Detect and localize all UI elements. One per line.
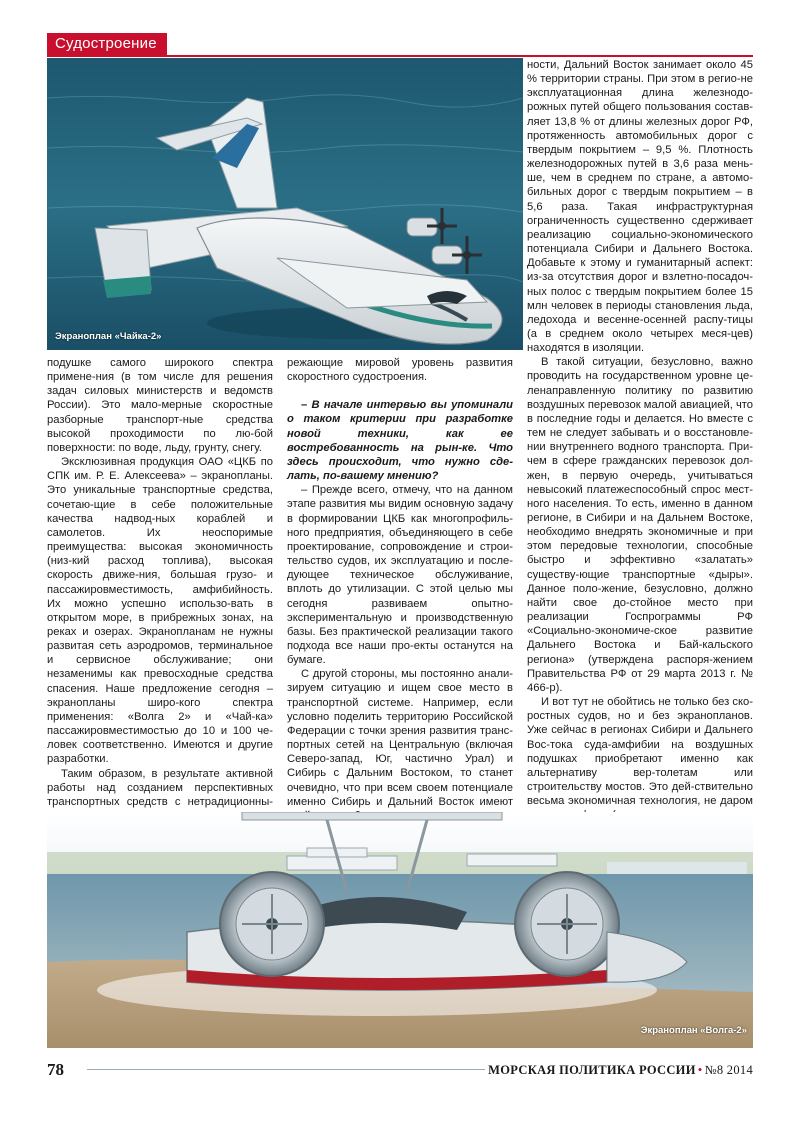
paragraph: Таким образом, в результате активной работы над созданием перспективных транспортных средств с нетрадиционны- [47, 767, 273, 808]
section-header [47, 31, 753, 57]
page-number: 78 [47, 1060, 64, 1079]
bullet-icon: • [697, 1062, 703, 1077]
magazine-title [488, 1058, 753, 1082]
issue-number: №8 2014 [704, 1063, 753, 1077]
paragraph: С другой стороны, мы постоянно анали-зируем ситуацию и ищем свое место в транспортной системе. Например, если условно поделить территорию Российской Федерации с точки зрения развития транс-портных сетей на Центральную (включая Северо-запад, Юг, частично Урал) и Сибирь с Дальним Востоком, то станет очевидно, что при всем своем потенциале именно Сибирь и Дальний Восток имеют [287, 668, 513, 808]
paragraph: режающие мировой уровень развития скоростного судостроения. [287, 357, 513, 384]
paragraph: И вот тут не обойтись не только без ско-ростных судов, но и без экранопланов. Уже сейчас в регионах Сибири и Дальнего Вос-тока суда-амфибии на воздушных подушках приобретают именно как альтернативу вер-толетам или строительству мостов. Это дей-ствительно весьма экономичная технология, не даром [527, 696, 753, 808]
paragraph: подушке самого широкого спектра примене-ния (в том числе для решения задач силовых министерств и ведомств России). Это мало-мерные скоростные разборные транспорт-ные средства высокой проходимости по лю-бой поверхности: по воде, льду, грунту, снегу. [47, 357, 273, 454]
paragraph: Эксклюзивная продукция ОАО «ЦКБ по СПК им. Р. Е. Алексеева» – экранопланы. Это уникальные транспортные средства, сочетаю-щие в себе положительные качества надвод-ных кораблей и самолетов. Их неоспоримые преимущества: высокая экономичность (низ-кий расход топлива), высокая скорость движе-ния, большая грузо- и пассажировместимость, амфибийность. Их можно успешно использо-вать в открытом море, в прибрежных зонах, на реках и озерах. Экранопланам не нужны развитая сеть аэродромов, терминальное и сервисное обслуживание; они незаменимы как превосходные средства спасения. Наше предложение сегодня – экранопланы широ-кого спектра применения: «Волга 2» и «Чай-ка» пассажировместимостью до 10 и 100 че-ловек соответственно. Имеются и другие разработки. [47, 456, 273, 766]
ekranoplan-chaika-image [47, 58, 523, 350]
text-column-right [527, 58, 753, 822]
section-title: Судостроение [47, 33, 167, 55]
photo-volga-2 [47, 812, 753, 1048]
paragraph: В такой ситуации, безусловно, важно проводить на государственном уровне це-ленаправленную политику по развитию воздушных перевозок малой авиацией, что в последние годы и делается. Но вместе с тем не следует забывать и о восстановле-нии внутреннего водного транспорта. При-чем в сфере гражданских перевозок дол-жен, в первую очередь, учитываться невысокий платежеспособный спрос мест-ного населения. То есть, именно в данном регионе, в Сибири и на Дальнем Востоке, необходимо внедрять экономичные и при этом передовые технологии, способные быстро и эффективно «залатать» существу-ющие транспортные «дыры». Данное поло-жение, безусловно, должно найти свое до-стойное место при реализации Госпрограммы РФ «Социально-экономиче-ское развитие Дальнего Востока и Бай-кальского региона» (утверждена распоря-жением Правительства РФ от 29 марта 2013 г. № 466-р). [527, 356, 753, 694]
footer-rule [87, 1069, 485, 1070]
paragraph: – Прежде всего, отмечу, что на данном этапе развития мы видим основную задачу в формировании ЦКБ как многопрофиль-ного предприятия, объединяющего в себе проектирование, сопровождение и строи-тельство судов, их эксплуатацию и после-дующее техническое обслуживание, вплоть до утилизации. С этой целью мы сегодня развиваем опытно-экспериментальную и производственную базы. Без практической реализации такого подхода все наши про-екты останутся на бумаге. [287, 484, 513, 667]
text-column-left [47, 356, 273, 851]
photo-chaika-2 [47, 58, 523, 350]
paragraph: ности, Дальний Восток занимает около 45 % территории страны. При этом в регио-не эксплуатационная длина железнодо-рожных путей общего пользования состав-ляет 13,8 % от длины железных дорог РФ, протяженность автомобильных дорог с твердым покрытием – 9,5 %. Плотность железнодорожных путей в 3,6 раза мень-ше, чем в среднем по стране, а автомо-бильных дорог с твердым покрытием – в 5,6 раза. Такая инфраструктурная ограниченность существенно сдерживает реализацию социально-экономического потенциала Сибири и Дальнего Востока. Добавьте к этому и гуманитарный аспект: из-за отсутствия дорог и взлетно-посадоч-ных полос с твердым покрытием более 15 млн человек в периоды становления льда, ледохода и весенне-осенней распу-тицы (а в среднем около четырех меся-цев) находятся в изоляции. [527, 59, 753, 355]
photo-caption-chaika: Экраноплан «Чайка-2» [55, 331, 162, 342]
text-column-middle [287, 356, 513, 837]
interview-question: – В начале интервью вы упоминали о таком критерии при разработке новой техники, как ее востребованность на рын-ке. Что здесь происходит, что нужно сде-лать, по-вашему мнению? [287, 399, 513, 483]
magazine-name: МОРСКАЯ ПОЛИТИКА РОССИИ [488, 1063, 696, 1077]
page-footer [47, 1058, 753, 1082]
ekranoplan-volga-image [47, 812, 753, 1048]
photo-caption-volga: Экраноплан «Волга-2» [640, 1025, 747, 1036]
